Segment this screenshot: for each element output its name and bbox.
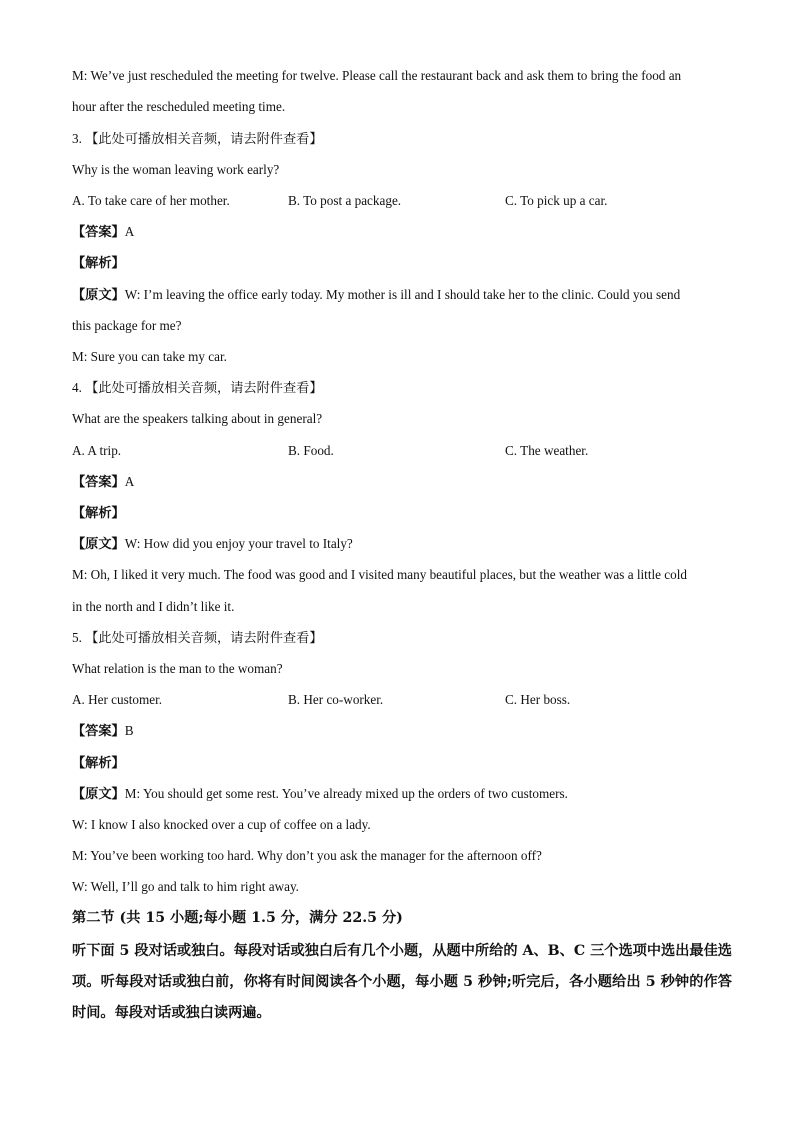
original-tag: 【原文】 bbox=[72, 786, 125, 801]
option-a: A. A trip. bbox=[72, 443, 122, 458]
dialogue-line: W: I know I also knocked over a cup of coffee on a lady. bbox=[72, 817, 371, 832]
original-tag: 【原文】 bbox=[72, 536, 125, 551]
analysis-tag: 【解析】 bbox=[72, 255, 125, 270]
option-c: C. To pick up a car. bbox=[505, 193, 608, 208]
analysis-line bbox=[72, 504, 734, 522]
answer-tag: 【答案】 bbox=[72, 224, 125, 239]
answer-line bbox=[72, 223, 734, 241]
question-3-header[interactable]: 3. 【此处可播放相关音频，请去附件查看】 bbox=[72, 131, 323, 146]
answer-value: B bbox=[124, 723, 134, 738]
option-b: B. Her co-worker. bbox=[288, 692, 384, 707]
dialogue-line: hour after the rescheduled meeting time. bbox=[72, 99, 286, 114]
answer-line bbox=[72, 473, 734, 491]
dialogue-line: in the north and I didn’t like it. bbox=[72, 599, 235, 614]
original-text: W: I’m leaving the office early today. My mother is ill and I should take her to the clinic. Could you send bbox=[124, 287, 681, 302]
question-4-header[interactable]: 4. 【此处可播放相关音频，请去附件查看】 bbox=[72, 380, 323, 395]
option-c: C. The weather. bbox=[505, 443, 589, 458]
original-text: W: How did you enjoy your travel to Italy? bbox=[124, 536, 353, 551]
question-5-text: What relation is the man to the woman? bbox=[72, 661, 283, 676]
original-text: M: You should get some rest. You’ve already mixed up the orders of two customers. bbox=[124, 786, 568, 801]
option-b: B. Food. bbox=[288, 443, 334, 458]
dialogue-line: M: You’ve been working too hard. Why don’t you ask the manager for the afternoon off? bbox=[72, 848, 542, 863]
answer-value: A bbox=[124, 224, 135, 239]
question-3-text: Why is the woman leaving work early? bbox=[72, 162, 280, 177]
original-line bbox=[72, 535, 734, 553]
option-a: A. To take care of her mother. bbox=[72, 193, 230, 208]
question-5-header[interactable]: 5. 【此处可播放相关音频，请去附件查看】 bbox=[72, 630, 323, 645]
answer-tag: 【答案】 bbox=[72, 474, 125, 489]
answer-value: A bbox=[124, 474, 135, 489]
dialogue-line: M: Sure you can take my car. bbox=[72, 349, 227, 364]
analysis-line bbox=[72, 254, 734, 272]
answer-tag: 【答案】 bbox=[72, 723, 125, 738]
analysis-line bbox=[72, 754, 734, 772]
dialogue-line: this package for me? bbox=[72, 318, 182, 333]
dialogue-line: M: Oh, I liked it very much. The food was good and I visited many beautiful places, but the weather was a little cold bbox=[72, 567, 688, 582]
section-heading: 第二节 (共 15 小题;每小题 1.5 分，满分 22.5 分) bbox=[72, 910, 403, 926]
analysis-tag: 【解析】 bbox=[72, 505, 125, 520]
dialogue-line: M: We’ve just rescheduled the meeting for twelve. Please call the restaurant back and ask them to bring the food an bbox=[72, 68, 682, 83]
option-b: B. To post a package. bbox=[288, 193, 402, 208]
analysis-tag: 【解析】 bbox=[72, 755, 125, 770]
original-line bbox=[72, 286, 734, 304]
section-instructions: 听下面 5 段对话或独白。每段对话或独白后有几个小题，从题中所给的 A、B、C 三个选项中选出最佳选项。听每段对话或独白前，你将有时间阅读各个小题，每小题 5 秒钟;听完后，各小题给出 5 秒钟的作答时间。每段对话或独白读两遍。 bbox=[72, 943, 732, 1021]
option-a: A. Her customer. bbox=[72, 692, 163, 707]
dialogue-line: W: Well, I’ll go and talk to him right away. bbox=[72, 879, 299, 894]
answer-line bbox=[72, 722, 734, 740]
original-tag: 【原文】 bbox=[72, 287, 125, 302]
option-c: C. Her boss. bbox=[505, 692, 571, 707]
question-4-text: What are the speakers talking about in general? bbox=[72, 411, 323, 426]
original-line bbox=[72, 785, 734, 803]
